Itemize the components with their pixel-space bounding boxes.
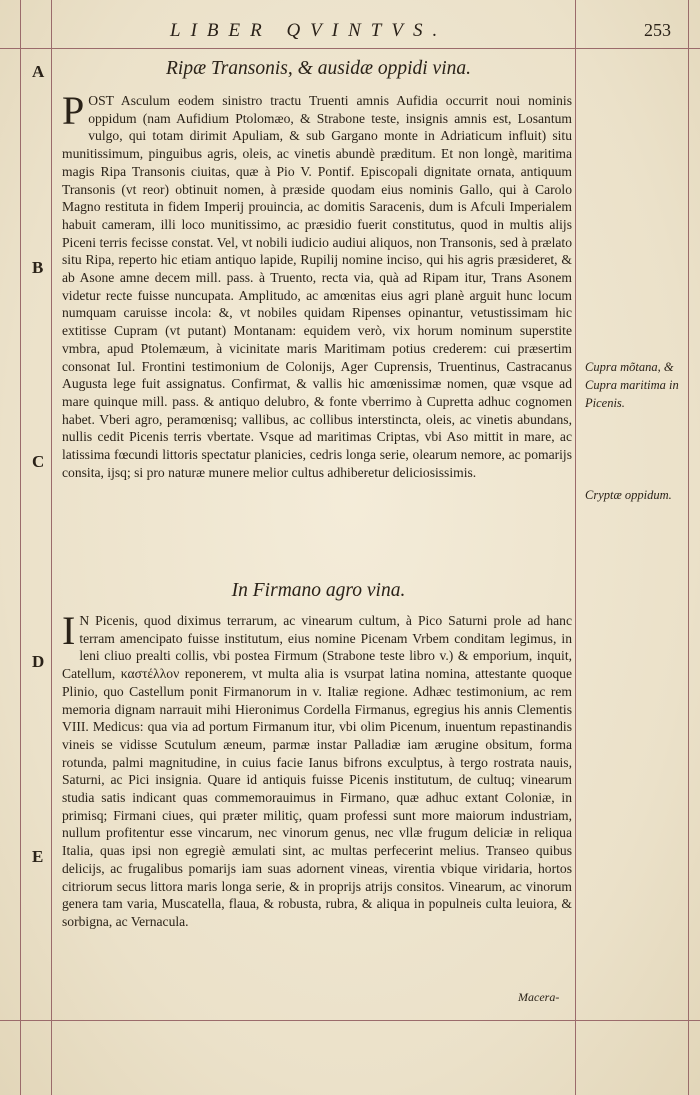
margin-letter-a: A <box>32 62 45 81</box>
section-body-ripa <box>62 88 572 481</box>
drop-cap-i: I <box>62 608 76 653</box>
paragraph-firmano-text: N Picenis, quod diximus terrarum, ac vinearum cultum, à Pico Saturni prole ad hanc terram amencipato fuisse institutum, eius nomine Picenam Vrbem conditam legimus, in leni cliuo prealti collis, vbi postea Firmum (Strabone teste libro v.) & emporium, inquit, Catellum, καστέλλον reponerem, vt multa alia is vsurpat latina nomina, attestante quoque Plinio, quo Castellum ponit Firmanorum in v. Italiæ regione. Adhæc testimonium, ac rem memoria dignam narrauit mihi Hieronimus Cordella Firmanus, egregius his annis Clementis VIII. Medicus: qua via ad portum Firmanum itur, vbi olim Picenum, inuentum repastinandis vineis se vidisse Scutulum æneum, parmæ instar Palladiæ iam ærugine obsitum, forma rotunda, palmi magnitudine, in cuius facie Ianus bifrons exculptus, à tergo rostrata nauis, Saturni, ac Pici insignia. Quare id antiquis fuisse Picenis institutum, de cultuq; vinearum studia satis indicant quas commemorauimus in Firmano, quæ adhuc extant Coloniæ, in primisq; Firmani ciues, qui præter militiç, quam professi sunt more maiorum industriam, nullum profitentur esse vincarum, nec vinorum genus, nec vllæ frugum deliciæ in reliqua Italia, quas ipsi non egregiè æmulati sint, ac multas perfecerint melius. Transeo quibus delicijs, ac frugalibus pomarijs iam suas adornent vineas, virentia vbique viridaria, hortos citriorum secus littora maris longa serie, & in proprijs atrijs consitos. Vinearum, ac vinorum genera tam varia, Muscatella, flaua, & robusta, rubra, & aliqua in populneis culta leuiora, & sorbigna, ac Vernacula. <box>62 613 572 929</box>
section-body-firmano <box>62 608 572 931</box>
section-title-firmano: In Firmano agro vina. <box>231 580 406 601</box>
page-number: 253 <box>644 20 671 40</box>
running-head: LIBER QVINTVS. <box>170 20 448 41</box>
margin-letter-d: D <box>32 652 45 671</box>
margin-letter-c: C <box>32 452 45 471</box>
margin-rule-right-inner <box>575 0 576 1095</box>
margin-note-cryptae-text: Cryptæ oppidum. <box>585 488 672 502</box>
margin-letter-e: E <box>32 847 44 866</box>
margin-rule-right-outer <box>688 0 689 1095</box>
footer-rule <box>0 1020 700 1021</box>
margin-note-cryptae <box>585 486 685 510</box>
margin-rule-left-inner <box>51 0 52 1095</box>
margin-note-cupra <box>585 358 685 418</box>
margin-letter-b: B <box>32 258 44 277</box>
paragraph-ripa <box>62 88 572 481</box>
catchword: Macera- <box>518 990 560 1004</box>
section-title-ripa: Ripæ Transonis, & ausidæ oppidi vina. <box>165 58 471 79</box>
header-rule <box>0 48 700 49</box>
drop-cap-p: P <box>62 88 85 133</box>
margin-rule-left-outer <box>20 0 21 1095</box>
paragraph-firmano <box>62 608 572 931</box>
paragraph-ripa-text: OST Asculum eodem sinistro tractu Truenti amnis Aufidia occurrit noui nominis oppidum (nam Aufidium Ptolomæo, & Strabone teste, insignis amnis est, Losantum vulgo, qui totam dirimit Apuliam, & sub Gargano monte in Adriaticum influit) situ munitissimum, pinguibus agris, oleis, ac vinetis abundè præditum. Et non longè, maritima magis Ripa Transonis ciuitas, quæ à Pio V. Pontif. Episcopali dignitate ornata, antiquum Transonis (vt reor) obtinuit nomen, à præside quodam eius nominis Gallo, qui à Carolo Magno restituta in fidem Imperij prouincia, ac domitis Saracenis, dum is Afculi Imperialem habuit cameram, illi loco munitissimo, ac præsidio fuerit constitutus, quod in multis alijs Piceni terris fecisse constat. Vel, vt nobili iudicio audiui aliquos, non Transonis, sed à prælato situ Ripa, reperto hic etiam antiquo lapide, Rupilij nomine inciso, qui his agris præsideret, & ab Asone amne decem mill. pass. à Truento, recta via, quà ad Ripam itur, Trans Asonem videtur recte fuisse nuncupata. Amplitudo, ac amœnitas eius agri planè arguit hunc locum numquam caruisse incola: &, vt nobiles quidam Ripenses opinantur, vetustissimam hic extitisse Cupram (vt putant) Montanam: equidem verò, vix horum nominum superstite vmbra, apud Ptolemæum, à vicinitate maris Maritimam potius crederem: cui præsertim consonat Iul. Frontini testimonium de Colonijs, Ager Cuprensis, Truentinus, Castracanus Augusta lege fuit assignatus. Confirmat, & vallis hic amœnissimæ nomen, quæ vsque ad mare quinque mill. pass. & antiquo delubro, & fonte vberrimo à Cupretta adhuc cognomen habet. Vberi agro, peramœnisq; vallibus, ac collibus interstincta, oleis, ac vinetis abundans, nullis cedit Picenis terris vbertate. Vsque ad maritimas Criptas, vbi Aso mittit in mare, ac latissima fœcundi littoris spectatur planicies, cedris longa serie, olearum nemore, ac pomarijs consita, ijsq; si pro naturæ munere melior cultus adhiberetur deliciosissimis. <box>62 93 572 480</box>
margin-note-cupra-text: Cupra mõtana, & Cupra maritima in Picenis. <box>585 360 679 410</box>
